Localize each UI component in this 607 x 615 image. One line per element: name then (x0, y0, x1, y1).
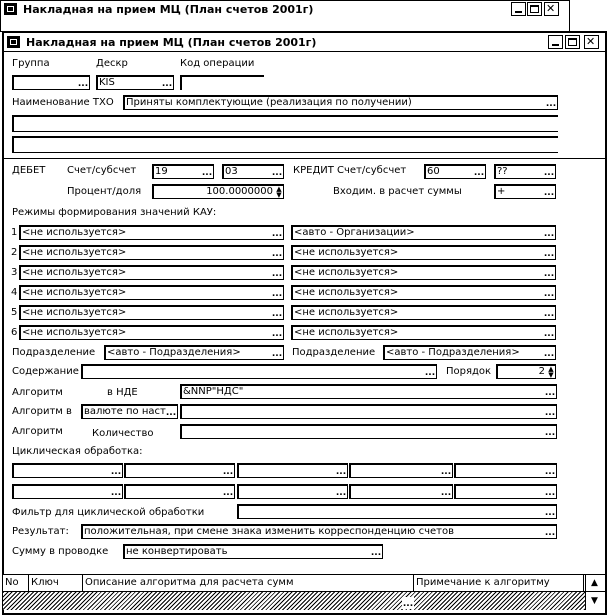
algo3-label: Алгоритм (12, 426, 63, 437)
cyclic-field[interactable] (454, 484, 557, 499)
group-select-button[interactable] (77, 77, 89, 89)
content-label: Содержание (12, 366, 79, 377)
debit-label: ДЕБЕТ (12, 165, 46, 176)
kau-left-select[interactable] (271, 247, 283, 259)
credit-account-field[interactable]: 60 ... (424, 164, 486, 179)
background-window-titlebar[interactable] (1, 1, 569, 18)
minimize-icon[interactable] (548, 35, 563, 49)
currency-field[interactable]: валюте по наст ... (81, 404, 178, 419)
order-field[interactable]: 2 ▲ ▼ (496, 364, 556, 379)
kau-right-select[interactable] (543, 307, 555, 319)
kau-left-select[interactable] (271, 227, 283, 239)
grid-col-description[interactable]: Описание алгоритма для расчета сумм (83, 575, 414, 591)
sum-calc-select[interactable] (543, 186, 555, 198)
cyclic-field[interactable] (237, 463, 348, 478)
kau-right-field[interactable]: <не используется> ... (291, 305, 556, 320)
kau-right-select[interactable] (543, 227, 555, 239)
order-spinner[interactable]: ▲ ▼ (548, 365, 554, 379)
filter-select[interactable] (544, 506, 556, 518)
window-menu-icon[interactable] (4, 3, 17, 15)
filter-label: Фильтр для циклической обработки (12, 507, 205, 518)
descr-select-button[interactable] (161, 77, 173, 89)
algo3-select[interactable] (544, 426, 556, 438)
kau-left-select[interactable] (271, 327, 283, 339)
tho-name-label: Наименование ТХО (12, 97, 114, 108)
debit-subaccount-field[interactable]: 03 ... (222, 164, 284, 179)
close-icon[interactable] (544, 2, 559, 16)
cyclic-select[interactable] (110, 465, 122, 477)
percent-field[interactable]: 100.0000000 ▲ ▼ (152, 184, 284, 199)
grid-description-select[interactable] (402, 597, 414, 609)
cyclic-field[interactable] (454, 463, 557, 478)
kau-left-select[interactable] (271, 307, 283, 319)
result-field[interactable]: положительная, при смене знака изменить корреспонденцию счетов ... (81, 524, 557, 539)
credit-subaccount-field[interactable]: ?? ... (494, 164, 556, 179)
subdiv-right-label: Подразделение (292, 347, 376, 358)
cyclic-select[interactable] (335, 465, 347, 477)
kau-right-field[interactable]: <не используется> ... (291, 245, 556, 260)
algo3-field[interactable] (180, 424, 557, 439)
tho-name-line2[interactable] (12, 115, 558, 132)
credit-subaccount-select[interactable] (543, 166, 555, 178)
content-select[interactable] (424, 366, 436, 378)
maximize-icon[interactable] (565, 35, 580, 49)
kau-left-field[interactable]: <не используется> ... (19, 305, 284, 320)
subdiv-left-select[interactable] (271, 347, 283, 359)
content-field[interactable] (81, 364, 437, 379)
kau-left-field[interactable]: <не используется> ... (19, 245, 284, 260)
maximize-icon[interactable] (527, 2, 542, 16)
cyclic-field[interactable] (349, 484, 453, 499)
opcode-field[interactable] (180, 75, 264, 90)
sums-select[interactable] (370, 546, 382, 558)
kau-left-field[interactable]: <не используется> ... (19, 325, 284, 340)
cyclic-field[interactable] (124, 484, 235, 499)
percent-spinner[interactable]: ▲ ▼ (276, 185, 282, 199)
background-window-title: Накладная на прием МЦ (План счетов 2001г) (23, 3, 314, 16)
filter-field[interactable] (237, 504, 557, 519)
kau-right-select[interactable] (543, 267, 555, 279)
kau-right-field[interactable]: <не используется> ... (291, 265, 556, 280)
cyclic-select[interactable] (440, 486, 452, 498)
sum-calc-field[interactable]: + ... (494, 184, 556, 199)
opcode-label: Код операции (180, 58, 255, 69)
cyclic-label: Циклическая обработка: (12, 446, 143, 457)
window-menu-icon[interactable] (7, 36, 20, 48)
debit-account-select[interactable] (201, 166, 213, 178)
kau-right-field[interactable]: <не используется> ... (291, 325, 556, 340)
percent-label: Процент/доля (67, 186, 142, 197)
tho-name-line3[interactable] (12, 136, 558, 153)
kau-row-number: 5 (11, 307, 18, 318)
cyclic-field[interactable] (237, 484, 348, 499)
subdiv-right-select[interactable] (543, 347, 555, 359)
algo2-select[interactable] (544, 406, 556, 418)
descr-field[interactable]: KIS ... (96, 75, 174, 90)
kau-left-field[interactable]: <не используется> ... (19, 265, 284, 280)
kau-row-number: 6 (11, 327, 18, 338)
kau-row-number: 1 (11, 227, 18, 238)
sum-calc-label: Входим. в расчет суммы (333, 186, 462, 197)
minimize-icon[interactable] (511, 2, 526, 16)
tho-name-select-button[interactable] (545, 97, 557, 109)
grid-description-editor[interactable] (83, 592, 414, 610)
algo2-label: Алгоритм в (12, 406, 72, 417)
kau-row-number: 4 (11, 287, 18, 298)
kau-title: Режимы формирования значений КАУ: (12, 207, 217, 218)
result-label: Результат: (12, 526, 69, 537)
subdiv-right-field[interactable]: <авто - Подразделения> ... (383, 345, 556, 360)
algo1-sub-label: в НДЕ (107, 387, 138, 398)
sums-label: Сумму в проводке (12, 546, 109, 557)
background-window (0, 0, 570, 32)
algo1-select[interactable] (544, 386, 556, 398)
cyclic-field[interactable] (124, 463, 235, 478)
main-window-titlebar[interactable] (4, 33, 605, 52)
kau-row-number: 2 (11, 247, 18, 258)
credit-label: КРЕДИТ Счет/субсчет (293, 165, 407, 176)
cyclic-field[interactable] (12, 463, 123, 478)
grid-col-note[interactable]: Примечание к алгоритму (414, 575, 584, 591)
kau-left-field[interactable]: <не используется> ... (19, 285, 284, 300)
kau-right-select[interactable] (543, 287, 555, 299)
debit-account-label: Счет/субсчет (67, 165, 137, 176)
currency-select[interactable] (165, 406, 177, 418)
algo2-field[interactable] (180, 404, 557, 419)
cyclic-select[interactable] (544, 465, 556, 477)
group-label: Группа (12, 58, 50, 69)
order-label: Порядок (446, 366, 492, 377)
credit-account-select[interactable] (473, 166, 485, 178)
grid-col-no[interactable]: No (3, 575, 29, 591)
algo1-field[interactable]: &NNP"НДС" ... (180, 384, 557, 399)
kau-row-number: 3 (11, 267, 18, 278)
kau-left-select[interactable] (271, 287, 283, 299)
kau-left-select[interactable] (271, 267, 283, 279)
grid-scroll-down-icon[interactable]: ▼ (585, 592, 603, 610)
section-divider (4, 158, 605, 159)
cyclic-select[interactable] (110, 486, 122, 498)
kau-left-field[interactable]: <не используется> ... (19, 225, 284, 240)
main-window-title: Накладная на прием МЦ (План счетов 2001г) (26, 36, 317, 49)
cyclic-select[interactable] (335, 486, 347, 498)
tho-name-field[interactable]: Приняты комплектующие (реализация по получении) ... (123, 95, 558, 110)
kau-right-field[interactable]: <авто - Организации> ... (291, 225, 556, 240)
debit-account-field[interactable]: 19 ... (152, 164, 214, 179)
subdiv-left-field[interactable]: <авто - Подразделения> ... (104, 345, 284, 360)
subdiv-left-label: Подразделение (12, 347, 96, 358)
sums-field[interactable]: не конвертировать ... (123, 544, 383, 559)
group-field[interactable] (12, 75, 90, 90)
grid-scroll-up-icon[interactable]: ▲ (585, 575, 603, 591)
kau-right-field[interactable]: <не используется> ... (291, 285, 556, 300)
cyclic-select[interactable] (222, 465, 234, 477)
kau-right-select[interactable] (543, 247, 555, 259)
cyclic-field[interactable] (349, 463, 453, 478)
cyclic-field[interactable] (12, 484, 123, 499)
cyclic-select[interactable] (440, 465, 452, 477)
result-select[interactable] (544, 526, 556, 538)
close-icon[interactable] (584, 35, 599, 49)
algo3-sub-label: Количество (92, 428, 154, 439)
debit-subaccount-select[interactable] (271, 166, 283, 178)
cyclic-select[interactable] (222, 486, 234, 498)
grid-col-key[interactable]: Ключ (29, 575, 83, 591)
kau-right-select[interactable] (543, 327, 555, 339)
cyclic-select[interactable] (544, 486, 556, 498)
descr-label: Дескр (96, 58, 128, 69)
algo1-label: Алгоритм (12, 387, 63, 398)
